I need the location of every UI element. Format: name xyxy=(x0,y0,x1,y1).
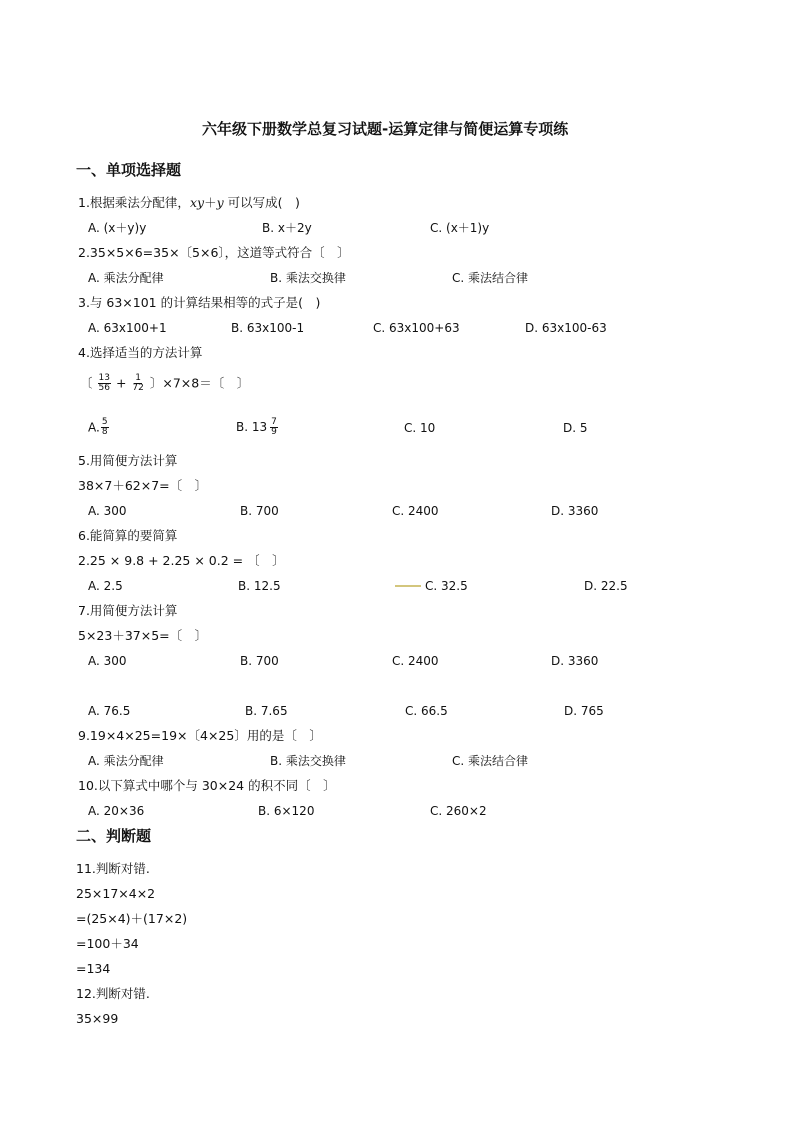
question-5-expression: 38×7＋62×7=〔 〕 xyxy=(78,478,208,493)
question-3-stem: 3.与 63×101 的计算结果相等的式子是( ) xyxy=(78,295,321,310)
question-11-stem: 11.判断对错. xyxy=(76,861,150,876)
question-7-stem: 7.用简便方法计算 xyxy=(78,603,178,618)
question-3-option-d[interactable]: D. 63x100-63 xyxy=(525,321,607,335)
section-heading-multiple-choice: 一、单项选择题 xyxy=(76,161,182,179)
question-5-stem: 5.用简便方法计算 xyxy=(78,453,178,468)
question-8-option-c[interactable]: C. 66.5 xyxy=(405,704,448,718)
question-2-stem: 2.35×5×6=35×〔5×6〕，这道等式符合〔 〕 xyxy=(78,245,350,260)
question-12-line-1: 35×99 xyxy=(76,1011,119,1026)
question-9-option-a[interactable]: A. 乘法分配律 xyxy=(88,754,164,768)
question-6-option-a[interactable]: A. 2.5 xyxy=(88,579,123,593)
question-2-option-c[interactable]: C. 乘法结合律 xyxy=(452,271,529,285)
question-7-expression: 5×23＋37×5=〔 〕 xyxy=(78,628,208,643)
fraction-5-8: $\frac{5}{8}$ xyxy=(101,417,108,438)
question-9-option-c[interactable]: C. 乘法结合律 xyxy=(452,754,529,768)
question-11-line-3: =100＋34 xyxy=(76,936,139,951)
question-9-stem: 9.19×4×25=19×〔4×25〕用的是〔 〕 xyxy=(78,728,322,743)
question-6-option-b[interactable]: B. 12.5 xyxy=(238,579,281,593)
question-3-option-a[interactable]: A. 63x100+1 xyxy=(88,321,167,335)
question-2-option-b[interactable]: B. 乘法交换律 xyxy=(270,271,346,285)
question-8-option-b[interactable]: B. 7.65 xyxy=(245,704,288,718)
question-6-option-d[interactable]: D. 22.5 xyxy=(584,579,628,593)
question-10-option-c[interactable]: C. 260×2 xyxy=(430,804,487,818)
question-7-option-a[interactable]: A. 300 xyxy=(88,654,127,668)
question-4-option-c[interactable]: C. 10 xyxy=(404,421,436,435)
question-7-option-d[interactable]: D. 3360 xyxy=(551,654,599,668)
question-1-option-b[interactable]: B. x＋2y xyxy=(262,221,312,235)
question-4-option-d[interactable]: D. 5 xyxy=(563,421,588,435)
question-1-stem: 1.根据乘法分配律，xy＋y 可以写成( ) xyxy=(78,195,300,210)
question-7-option-b[interactable]: B. 700 xyxy=(240,654,279,668)
fraction-7-9: $\frac{7}{9}$ xyxy=(271,417,277,438)
question-5-option-a[interactable]: A. 300 xyxy=(88,504,127,518)
question-1-option-c[interactable]: C. (x＋1)y xyxy=(430,221,490,235)
section-heading-true-false: 二、判断题 xyxy=(76,827,152,845)
question-11-line-4: =134 xyxy=(76,961,111,976)
question-6-option-c[interactable]: C. 32.5 xyxy=(425,579,468,593)
question-8-option-a[interactable]: A. 76.5 xyxy=(88,704,131,718)
question-10-option-a[interactable]: A. 20×36 xyxy=(88,804,145,818)
question-4-expression: 〔 $\frac{13}{56}$ + $\frac{1}{72}$ 〕×7×8＝〔 〕 xyxy=(80,373,250,394)
question-3-option-c[interactable]: C. 63x100+63 xyxy=(373,321,460,335)
question-6-expression: 2.25 × 9.8 + 2.25 × 0.2 = 〔 〕 xyxy=(78,553,285,568)
question-4-option-b[interactable]: B. 13 $\frac{7}{9}$ xyxy=(236,417,277,438)
question-10-option-b[interactable]: B. 6×120 xyxy=(258,804,315,818)
question-2-option-a[interactable]: A. 乘法分配律 xyxy=(88,271,164,285)
question-3-option-b[interactable]: B. 63x100-1 xyxy=(231,321,305,335)
question-5-option-d[interactable]: D. 3360 xyxy=(551,504,599,518)
question-12-stem: 12.判断对错. xyxy=(76,986,150,1001)
question-11-line-2: =(25×4)＋(17×2) xyxy=(76,911,188,926)
question-10-stem: 10.以下算式中哪个与 30×24 的积不同〔 〕 xyxy=(78,778,336,793)
fraction-1-72: $\frac{1}{72}$ xyxy=(132,373,144,394)
question-4-stem: 4.选择适当的方法计算 xyxy=(78,345,203,360)
question-7-option-c[interactable]: C. 2400 xyxy=(392,654,439,668)
question-5-option-c[interactable]: C. 2400 xyxy=(392,504,439,518)
question-4-option-a[interactable]: A. $\frac{5}{8}$ xyxy=(88,417,108,438)
question-1-option-a[interactable]: A. (x＋y)y xyxy=(88,221,147,235)
question-11-line-1: 25×17×4×2 xyxy=(76,886,156,901)
question-9-option-b[interactable]: B. 乘法交换律 xyxy=(270,754,346,768)
question-5-option-b[interactable]: B. 700 xyxy=(240,504,279,518)
fraction-13-56: $\frac{13}{56}$ xyxy=(98,373,110,394)
question-8-option-d[interactable]: D. 765 xyxy=(564,704,604,718)
page-title: 六年级下册数学总复习试题-运算定律与简便运算专项练 xyxy=(202,120,569,138)
question-6-stem: 6.能简算的要简算 xyxy=(78,528,178,543)
pencil-mark xyxy=(395,585,421,587)
